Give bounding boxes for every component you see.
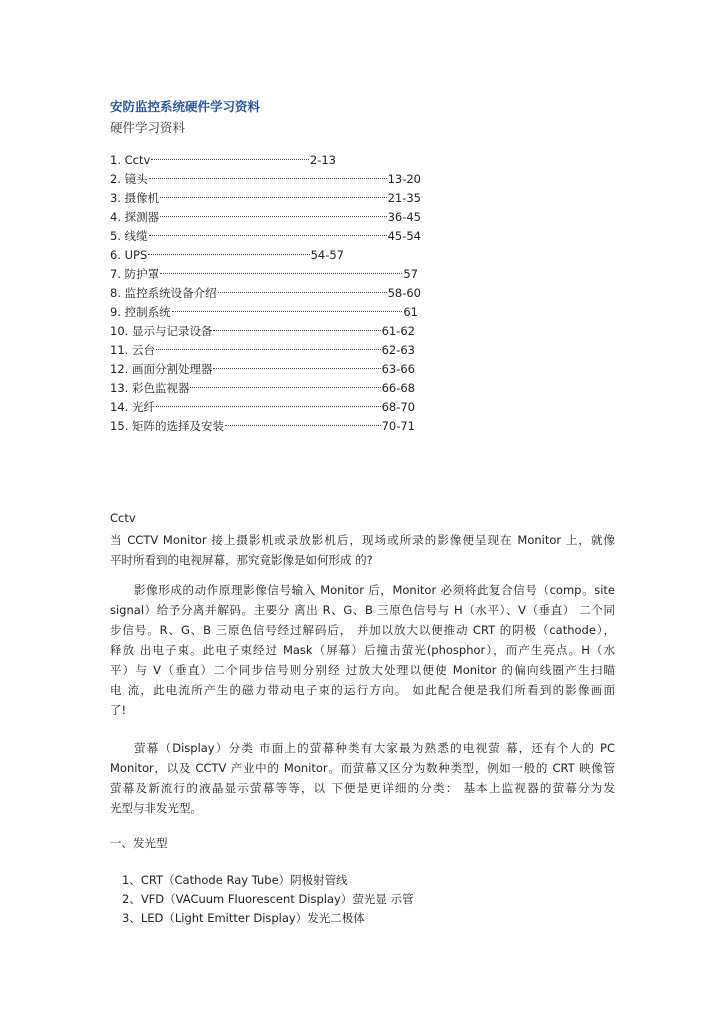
toc-entry[interactable]	[110, 360, 415, 379]
toc-pages: 58-60	[387, 286, 421, 300]
toc-pages: 54-57	[310, 248, 344, 262]
toc-entry[interactable]	[110, 322, 415, 341]
toc-label: 5. 线缆	[110, 229, 148, 243]
toc-pages: 21-35	[387, 191, 421, 205]
toc-pages: 61-62	[381, 324, 415, 338]
toc-entry[interactable]	[110, 341, 415, 360]
text-line: signal）给予分离并解码。主要分 离出 R、G、B 三原色信号与 H（水平）、V（垂直） 二个同	[110, 603, 615, 617]
subheading: 一、发光型	[110, 836, 168, 850]
text-line: 影像形成的动作原理影像信号输入 Monitor 后，Monitor 必须将此复合信号（comp。site	[134, 583, 615, 597]
table-of-contents	[110, 151, 421, 436]
toc-leader	[149, 178, 387, 179]
list-item: 3、LED（Light Emitter Display）发光二极体	[122, 911, 365, 925]
toc-pages: 13-20	[387, 172, 421, 186]
principle-paragraph	[110, 580, 615, 720]
text-line: 电 流，此电流所产生的磁力带动电子束的运行方向。 如此配合便是我们所看到的影像画面	[110, 683, 615, 697]
toc-label: 9. 控制系统	[110, 305, 171, 319]
toc-entry[interactable]	[110, 303, 418, 322]
text-line: 萤幕（Display）分类 市面上的萤幕种类有大家最为熟悉的电视萤 幕，还有个人的 PC	[134, 741, 615, 755]
toc-leader	[218, 292, 387, 293]
toc-label: 15. 矩阵的选择及安装	[110, 419, 224, 433]
toc-label: 4. 探测器	[110, 210, 160, 224]
intro-paragraph	[110, 530, 615, 570]
toc-label: 1. Cctv	[110, 153, 151, 167]
section-heading: Cctv	[110, 511, 136, 525]
toc-pages: 68-70	[381, 400, 415, 414]
text-line: 平时所看到的电视屏幕，那究竟影像是如何形成 的?	[110, 553, 373, 567]
toc-pages: 57	[403, 267, 418, 281]
toc-leader	[160, 273, 402, 274]
toc-label: 10. 显示与记录设备	[110, 324, 213, 338]
toc-label: 14. 光纤	[110, 400, 155, 414]
toc-entry[interactable]	[110, 284, 421, 303]
toc-entry[interactable]	[110, 189, 421, 208]
text-line: 步信号。R、G、B 三原色信号经过解码后， 并加以放大以便推动 CRT 的阴极（cathode），	[110, 623, 615, 637]
text-line: 光型与非发光型。	[110, 801, 202, 815]
toc-leader	[156, 406, 381, 407]
toc-pages: 63-66	[381, 362, 415, 376]
toc-label: 2. 镜头	[110, 172, 148, 186]
toc-label: 13. 彩色监视器	[110, 381, 190, 395]
toc-label: 12. 画面分割处理器	[110, 362, 213, 376]
document-subtitle: 硬件学习资料	[110, 120, 186, 135]
toc-label: 8. 监控系统设备介绍	[110, 286, 217, 300]
toc-leader	[149, 235, 387, 236]
toc-entry[interactable]	[110, 246, 344, 265]
toc-entry[interactable]	[110, 208, 421, 227]
text-line: 萤幕及新流行的液晶显示萤幕等等，以 下便是更详细的分类： 基本上监视器的萤幕分为发	[110, 781, 615, 795]
toc-pages: 45-54	[387, 229, 421, 243]
text-line: 释放 出电子束。此电子束经过 Mask（屏幕）后撞击萤光(phosphor），而产生亮点。H（水	[110, 643, 615, 657]
text-line: 当 CCTV Monitor 接上摄影机或录放影机后，现场或所录的影像便呈现在 Monitor 上，就像	[110, 533, 615, 547]
list-item: 2、VFD（VACuum Fluorescent Display）萤光显 示管	[122, 892, 414, 906]
toc-leader	[190, 387, 380, 388]
text-line: 平）与 V（垂直）二个同步信号则分别经 过放大处理以便使 Monitor 的偏向线圈产生扫瞄	[110, 663, 615, 677]
text-line: 了!	[110, 703, 127, 717]
text-line: Monitor，以及 CCTV 产业中的 Monitor。而萤幕又区分为数种类型，例如一般的 CRT 映像管	[110, 761, 615, 775]
document-title: 安防监控系统硬件学习资料	[110, 99, 261, 114]
display-type-list	[122, 871, 414, 928]
toc-entry[interactable]	[110, 227, 421, 246]
toc-entry[interactable]	[110, 265, 418, 284]
toc-leader	[225, 425, 381, 426]
toc-label: 6. UPS	[110, 248, 148, 262]
toc-leader	[148, 254, 309, 255]
toc-leader	[160, 197, 386, 198]
toc-leader	[213, 330, 380, 331]
toc-leader	[160, 216, 386, 217]
list-item: 1、CRT（Cathode Ray Tube）阴极射管线	[122, 873, 348, 887]
toc-label: 7. 防护罩	[110, 267, 160, 281]
display-paragraph	[110, 738, 615, 818]
toc-pages: 62-63	[381, 343, 415, 357]
toc-pages: 66-68	[381, 381, 415, 395]
toc-label: 3. 摄像机	[110, 191, 160, 205]
toc-leader	[172, 311, 403, 312]
toc-pages: 2-13	[309, 153, 336, 167]
toc-entry[interactable]	[110, 151, 336, 170]
toc-pages: 36-45	[387, 210, 421, 224]
toc-leader	[213, 368, 380, 369]
toc-pages: 70-71	[381, 419, 415, 433]
toc-leader	[156, 349, 381, 350]
toc-entry[interactable]	[110, 170, 421, 189]
toc-pages: 61	[403, 305, 418, 319]
toc-entry[interactable]	[110, 379, 415, 398]
toc-entry[interactable]	[110, 417, 415, 436]
toc-leader	[151, 159, 309, 160]
toc-label: 11. 云台	[110, 343, 155, 357]
toc-entry[interactable]	[110, 398, 415, 417]
